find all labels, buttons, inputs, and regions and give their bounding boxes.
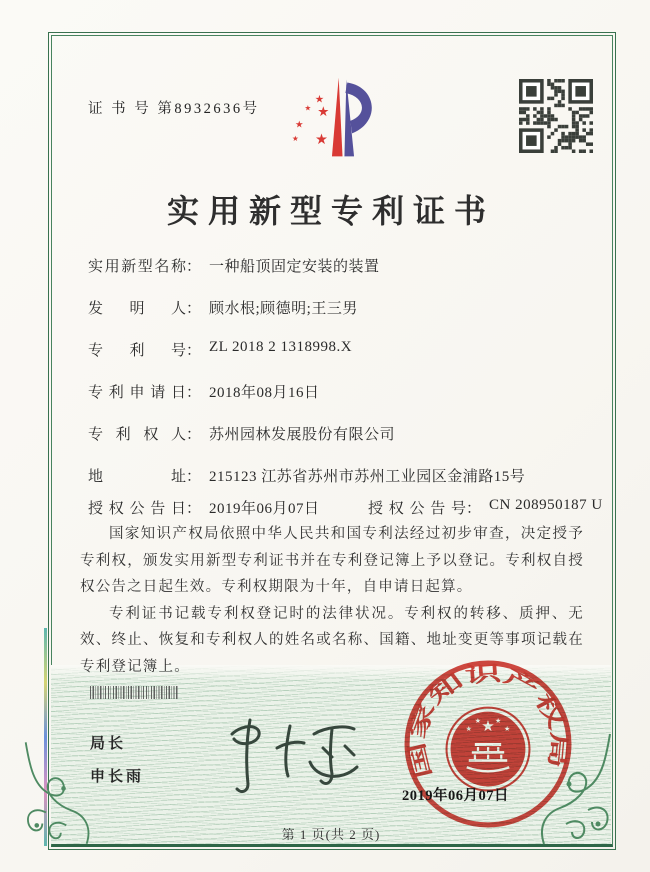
svg-text:★: ★ <box>465 724 472 733</box>
legal-text <box>80 521 584 680</box>
director-name: 申长雨 <box>90 768 145 785</box>
barcode <box>90 686 179 699</box>
legal-paragraph-1: 国家知识产权局依照中华人民共和国专利法经过初步审查，决定授予专利权，颁发实用新型专利证书并在专利登记簿上予以登记。专利权自授权公告之日起生效。专利权期限为十年，自申请日起算。 <box>80 526 584 595</box>
svg-text:★: ★ <box>494 716 502 725</box>
field-value: 2018年08月16日 <box>209 385 320 401</box>
field-label: 地址 <box>88 469 186 485</box>
field-row-inventors: 发明人： 顾水根;顾德明;王三男 <box>88 297 588 319</box>
svg-text:★: ★ <box>474 716 482 725</box>
field-row-patent-number: 专利号： ZL 2018 2 1318998.X <box>88 339 353 359</box>
svg-text:★: ★ <box>314 94 325 106</box>
field-row-utility-name: 实用新型名称： 一种船顶固定安装的装置 <box>88 255 588 277</box>
field-label: 专利申请日 <box>88 385 186 401</box>
field-label: 专利权人 <box>88 427 186 443</box>
field-value: 苏州园林发展股份有限公司 <box>209 427 396 443</box>
qr-code <box>519 79 593 158</box>
field-label: 发明人 <box>88 301 186 317</box>
field-value: ZL 2018 2 1318998.X <box>209 339 353 355</box>
field-value: 215123 江苏省苏州市苏州工业园区金浦路15号 <box>209 469 526 485</box>
grant-no-label: 授权公告号 <box>368 501 466 517</box>
field-value: 一种船顶固定安装的装置 <box>209 259 380 275</box>
seal-text: 国家知识产权局 <box>404 662 571 781</box>
director-signature <box>198 710 368 807</box>
seal-date: 2019年06月07日 <box>402 788 509 804</box>
field-label: 实用新型名称 <box>88 259 186 275</box>
grant-date-label: 授权公告日 <box>88 501 186 517</box>
legal-paragraph-2: 专利证书记载专利权登记时的法律状况。专利权的转移、质押、无效、终止、恢复和专利权人的姓名或名称、国籍、地址变更等事项记载在专利登记簿上。 <box>80 605 584 675</box>
field-row-filing-date: 专利申请日： 2018年08月16日 <box>88 381 588 403</box>
page-title: 实用新型专利证书 <box>166 193 495 229</box>
director-title: 局长 <box>90 735 127 752</box>
certificate-number: 证 书 号 第8932636号 <box>88 101 260 117</box>
svg-text:★: ★ <box>314 131 328 148</box>
grant-row: 授权公告日： 2019年06月07日 授权公告号： CN 208950187 U <box>88 497 603 517</box>
field-row-patentee: 专利权人： 苏州园林发展股份有限公司 <box>88 423 588 445</box>
svg-text:★: ★ <box>304 103 312 113</box>
cnipa-logo-icon <box>283 70 379 171</box>
national-emblem-icon <box>447 708 530 791</box>
page-number: 第 1 页(共 2 页) <box>281 827 381 842</box>
field-label: 专利号 <box>88 343 186 359</box>
grant-date-value: 2019年06月07日 <box>209 501 320 517</box>
svg-text:★: ★ <box>295 119 304 131</box>
field-row-address: 地址： 215123 江苏省苏州市苏州工业园区金浦路15号 <box>88 465 588 487</box>
grant-no-value: CN 208950187 U <box>489 497 603 513</box>
svg-text:★: ★ <box>292 134 299 144</box>
svg-text:★: ★ <box>504 724 511 733</box>
svg-text:★: ★ <box>317 104 330 120</box>
field-value: 顾水根;顾德明;王三男 <box>209 301 358 317</box>
svg-text:★: ★ <box>481 717 495 735</box>
